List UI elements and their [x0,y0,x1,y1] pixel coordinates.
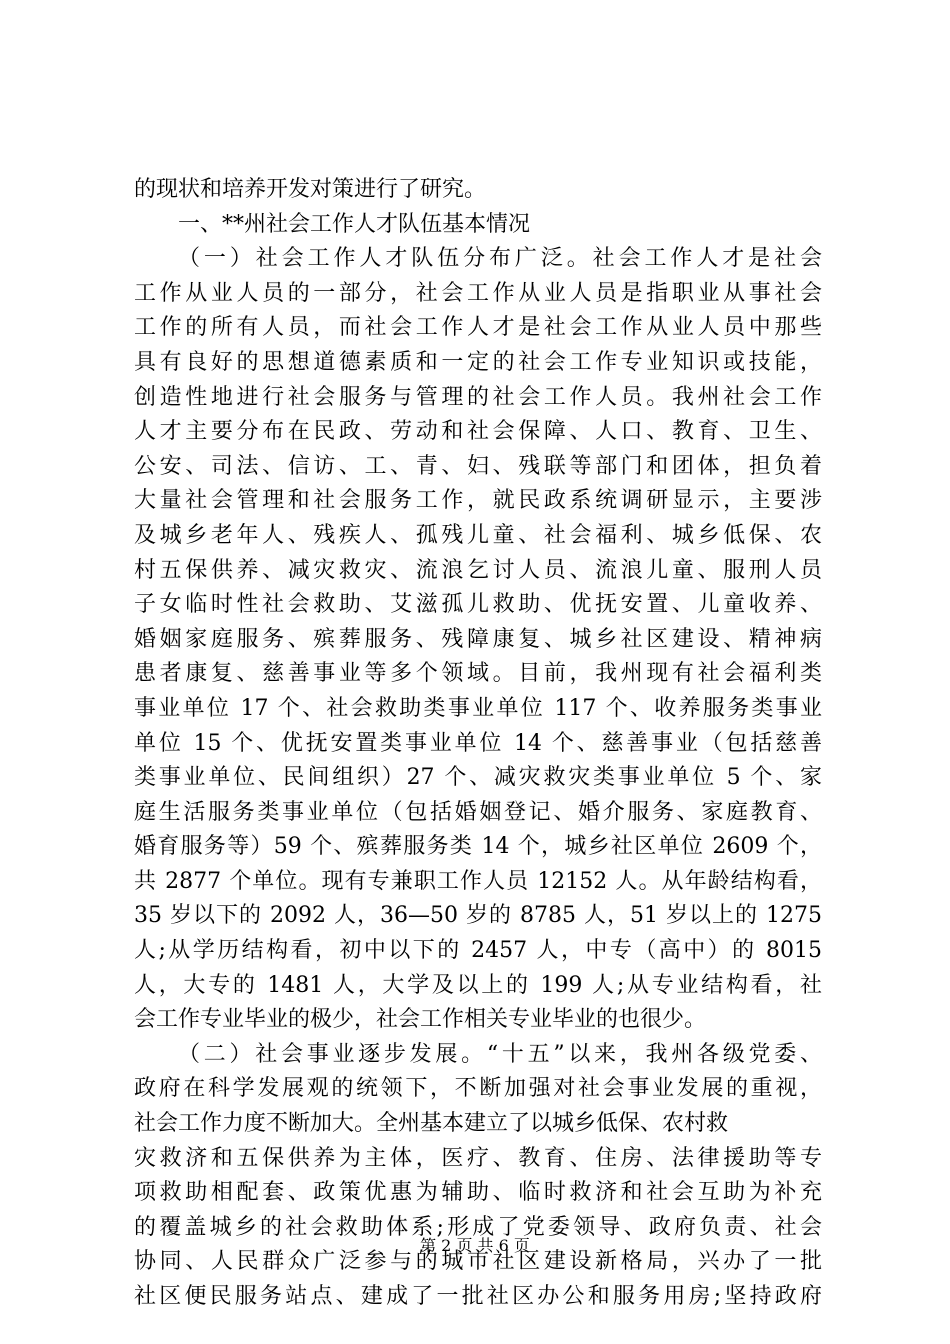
text-line: 会工作专业毕业的极少，社会工作相关专业毕业的也很少。 [134,1007,707,1033]
text-line: 婚育服务等）59 个、殡葬服务类 14 个，城乡社区单位 2609 个， [134,834,822,860]
text-line: 35 岁以下的 2092 人，36—50 岁的 8785 人，51 岁以上的 1275 [134,903,822,929]
text-line: 灾救济和五保供养为主体，医疗、教育、住房、法律援助等专 [134,1145,822,1171]
text-line: 类事业单位、民间组织）27 个、减灾救灾类事业单位 5 个、家 [134,765,822,791]
text-line: 人才主要分布在民政、劳动和社会保障、人口、教育、卫生、 [134,419,822,445]
text-line: 项救助相配套、政策优惠为辅助、临时救济和社会互助为补充 [134,1180,822,1206]
text-line: 子女临时性社会救助、艾滋孤儿救助、优抚安置、儿童收养、 [134,592,822,618]
text-line: 工作的所有人员，而社会工作人才是社会工作从业人员中那些 [134,315,822,341]
text-line: 婚姻家庭服务、殡葬服务、残障康复、城乡社区建设、精神病 [134,626,822,652]
text-line: 社会工作力度不断加大。全州基本建立了以城乡低保、农村救 [134,1111,729,1137]
text-line: （二）社会事业逐步发展。“十五”以来，我州各级党委、 [178,1041,822,1067]
text-line: 创造性地进行社会服务与管理的社会工作人员。我州社会工作 [134,384,822,410]
text-line: 的覆盖城乡的社会救助体系;形成了党委领导、政府负责、社会 [134,1214,822,1240]
text-line: 工作从业人员的一部分，社会工作从业人员是指职业从事社会 [134,280,822,306]
text-line: 公安、司法、信访、工、青、妇、残联等部门和团体，担负着 [134,453,822,479]
document-body [134,173,822,1315]
text-line: （一）社会工作人才队伍分布广泛。社会工作人才是社会 [178,246,822,272]
page-footer: 第 2 页 共 6 页 [420,1236,530,1255]
text-line: 社区便民服务站点、建成了一批社区办公和服务用房;坚持政府 [134,1284,822,1309]
text-line: 人，大专的 1481 人，大学及以上的 199 人;从专业结构看，社 [134,972,822,998]
text-line: 村五保供养、减灾救灾、流浪乞讨人员、流浪儿童、服刑人员 [134,557,822,583]
text-line: 及城乡老年人、残疾人、孤残儿童、社会福利、城乡低保、农 [134,522,822,548]
text-line: 大量社会管理和社会服务工作，就民政系统调研显示，主要涉 [134,488,822,514]
text-line: 具有良好的思想道德素质和一定的社会工作专业知识或技能， [134,349,822,375]
text-line: 人;从学历结构看，初中以下的 2457 人，中专（高中）的 8015 [134,938,822,964]
text-line: 的现状和培养开发对策进行了研究。 [134,177,487,202]
text-line: 政府在科学发展观的统领下，不断加强对社会事业发展的重视， [134,1076,822,1102]
text-line: 一、**州社会工作人才队伍基本情况 [178,211,531,237]
text-line: 共 2877 个单位。现有专兼职工作人员 12152 人。从年龄结构看， [134,868,822,894]
text-line: 协同、人民群众广泛参与的城市社区建设新格局，兴办了一批 [134,1249,822,1275]
text-line: 患者康复、慈善事业等多个领域。目前，我州现有社会福利类 [134,661,822,687]
text-line: 单位 15 个、优抚安置类事业单位 14 个、慈善事业（包括慈善 [134,730,822,756]
text-line: 庭生活服务类事业单位（包括婚姻登记、婚介服务、家庭教育、 [134,799,822,825]
text-line: 事业单位 17 个、社会救助类事业单位 117 个、收养服务类事业 [134,695,822,721]
